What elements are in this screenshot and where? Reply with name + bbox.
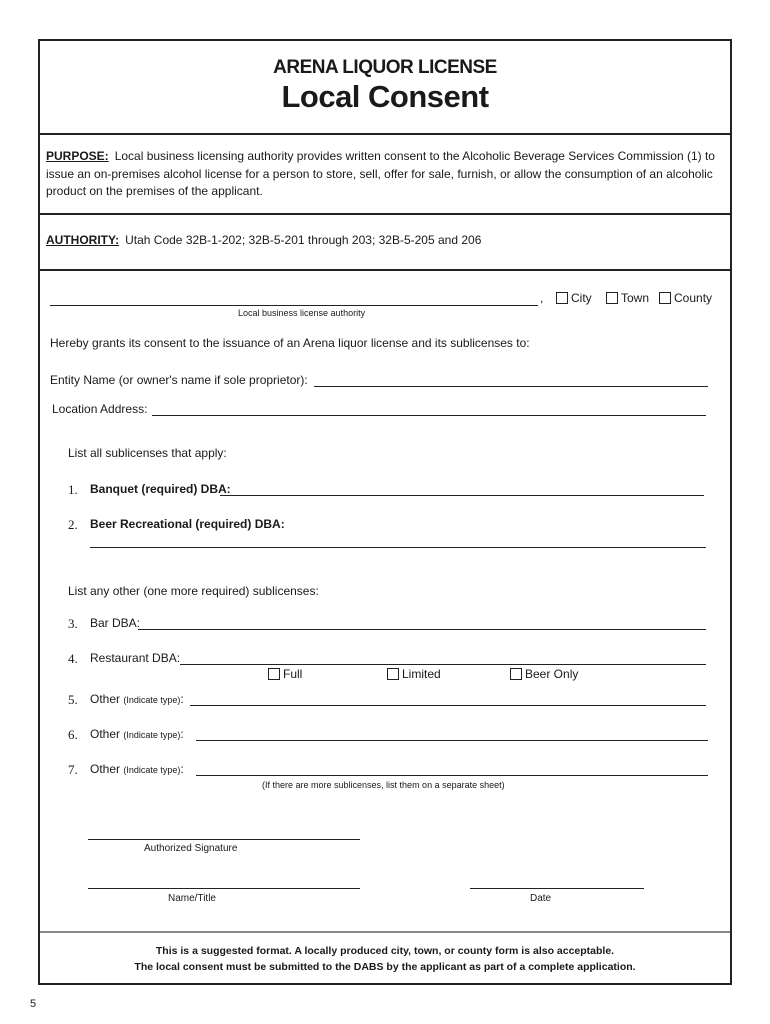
other5-field[interactable]	[190, 705, 706, 706]
bar-label: Bar DBA:	[90, 616, 141, 630]
authority-text: Utah Code 32B-1-202; 32B-5-201 through 203; 32B-5-205 and 206	[125, 233, 482, 247]
name-title-caption: Name/Title	[168, 893, 216, 904]
banquet-label: Banquet (required) DBA:	[90, 482, 231, 496]
entity-name-field[interactable]	[314, 386, 708, 387]
restaurant-label: Restaurant DBA:	[90, 651, 181, 665]
full-checkbox[interactable]	[268, 668, 280, 680]
date-field[interactable]	[470, 888, 644, 889]
form-title: Local Consent	[281, 79, 489, 114]
county-checkbox[interactable]	[659, 292, 671, 304]
list-other-heading: List any other (one more required) sublicenses:	[68, 584, 319, 598]
authority-section	[40, 215, 730, 271]
banquet-dba-field[interactable]	[220, 495, 704, 496]
city-checkbox[interactable]	[556, 292, 568, 304]
item1-number: 1.	[68, 482, 78, 497]
town-label: Town	[621, 291, 650, 305]
page-number: 5	[30, 998, 37, 1010]
town-checkbox[interactable]	[606, 292, 618, 304]
other7-field[interactable]	[196, 775, 708, 776]
authority-label: AUTHORITY:	[46, 233, 120, 247]
limited-checkbox[interactable]	[387, 668, 399, 680]
city-label: City	[571, 291, 592, 305]
other5-label: Other (Indicate type):	[90, 692, 184, 706]
item5-number: 5.	[68, 692, 78, 707]
more-sublicenses-note: (If there are more sublicenses, list them on a separate sheet)	[262, 780, 505, 790]
item4-number: 4.	[68, 651, 78, 666]
purpose-label: PURPOSE:	[46, 149, 109, 163]
form-header	[40, 41, 730, 135]
comma: ,	[540, 291, 544, 305]
footer-line-1: This is a suggested format. A locally produced city, town, or county form is also acceptable.	[155, 945, 615, 957]
footer-line-2: The local consent must be submitted to the DABS by the applicant as part of a complete application.	[134, 961, 636, 973]
purpose-section	[40, 133, 730, 215]
authority-caption: Local business license authority	[238, 308, 366, 318]
other6-field[interactable]	[196, 740, 708, 741]
beer-only-label: Beer Only	[525, 667, 579, 681]
location-address-field[interactable]	[152, 415, 706, 416]
other6-label: Other (Indicate type):	[90, 727, 184, 741]
item2-number: 2.	[68, 517, 78, 532]
location-label: Location Address:	[52, 402, 148, 416]
form-frame	[38, 39, 732, 985]
county-label: County	[674, 291, 713, 305]
beer-only-checkbox[interactable]	[510, 668, 522, 680]
bar-dba-field[interactable]	[138, 629, 706, 630]
date-caption: Date	[530, 893, 552, 904]
entity-label: Entity Name (or owner's name if sole proprietor):	[50, 373, 308, 387]
grants-text: Hereby grants its consent to the issuance of an Arena liquor license and its sublicenses to:	[50, 336, 530, 350]
signature-field[interactable]	[88, 839, 360, 840]
beer-recreational-dba-field[interactable]	[90, 547, 706, 548]
authority-name-field[interactable]	[50, 305, 538, 306]
form-footer	[40, 931, 730, 983]
item7-number: 7.	[68, 762, 78, 777]
restaurant-dba-field[interactable]	[180, 664, 706, 665]
other7-label: Other (Indicate type):	[90, 762, 184, 776]
form-subtitle: ARENA LIQUOR LICENSE	[273, 57, 497, 78]
full-label: Full	[283, 667, 303, 681]
list-all-heading: List all sublicenses that apply:	[68, 446, 227, 460]
signature-caption: Authorized Signature	[144, 843, 238, 854]
purpose-text: Local business licensing authority provides written consent to the Alcoholic Beverage Services Commission (1) to issue an on-premises alcohol license for a person to store, sell, offer for sale, furnish, or allow the consumption of an alcoholic product on the premises of the applicant.	[46, 149, 715, 198]
name-title-field[interactable]	[88, 888, 360, 889]
item3-number: 3.	[68, 616, 78, 631]
beer-recreational-label: Beer Recreational (required) DBA:	[90, 517, 285, 531]
limited-label: Limited	[402, 667, 441, 681]
item6-number: 6.	[68, 727, 78, 742]
